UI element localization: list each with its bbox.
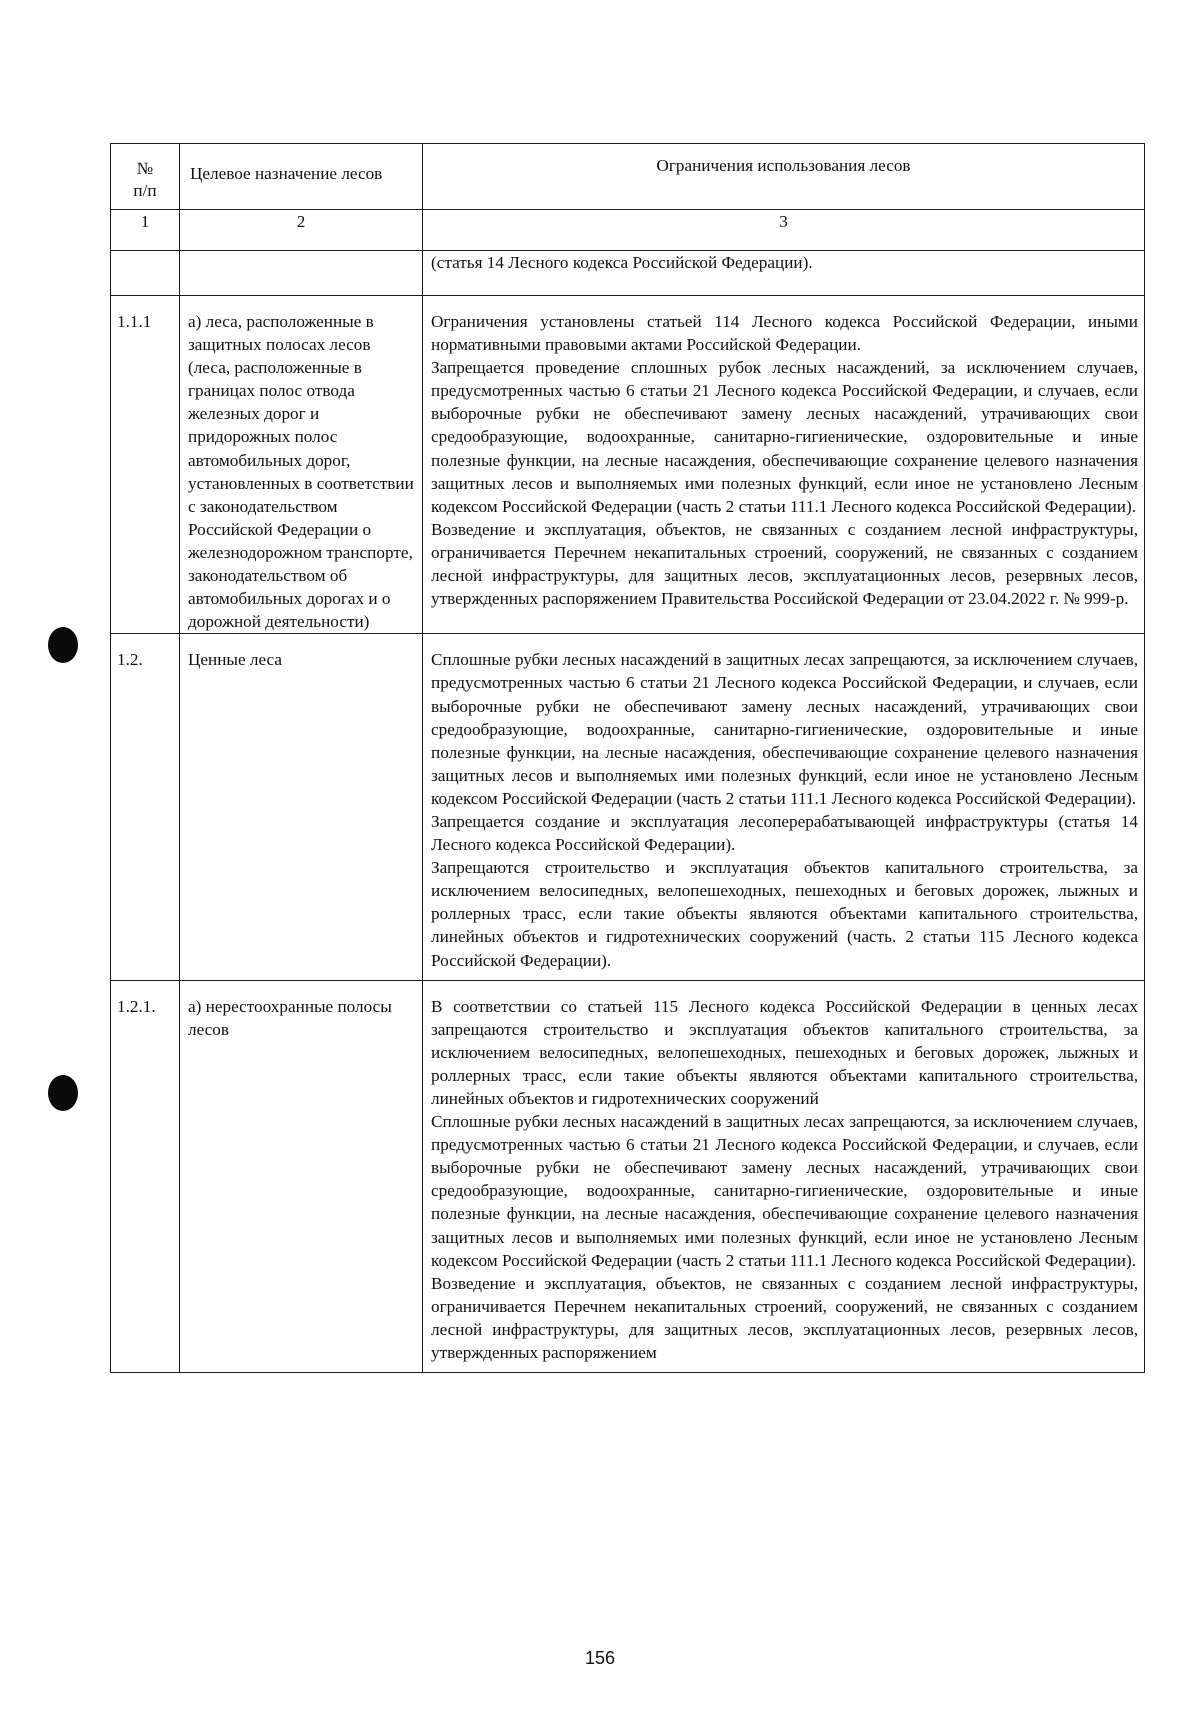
header-restrictions-cell — [423, 144, 1145, 210]
header-number-cell — [111, 144, 180, 210]
restriction-paragraph: Возведение и эксплуатация, объектов, не связанных с созданием лесной инфраструктуры, ограничивается Перечнем некапитальных строений, сооружений, не связанных с созданием лесной инфраструктуры, для защитных лесов, эксплуатационных лесов, резервных лесов, утвержденных распоряжением Правительства Российской Федерации от 23.04.2022 г. № 999-р. — [431, 519, 1138, 609]
restriction-paragraph: Запрещается проведение сплошных рубок лесных насаждений, за исключением случаев, предусмотренных частью 6 статьи 21 Лесного кодекса Российской Федерации, и случаев, если выборочные рубки не обеспечивают замену лесных насаждений, утрачивающих свои средообразующие, водоохранные, санитарно-гигиенические, оздоровительные и иные полезные функции, на лесные насаждения, обеспечивающие сохранение целевого назначения защитных лесов и выполняемых ими полезных функций, если иное не установлено Лесным кодексом Российской Федерации (часть 2 статьи 111.1 Лесного кодекса Российской Федерации). — [431, 358, 1138, 516]
row-restrictions — [423, 296, 1145, 634]
column-index-2: 2 — [180, 210, 423, 251]
page-number: 156 — [584, 1648, 616, 1668]
header-number-label: № п/п — [133, 159, 157, 200]
header-purpose-cell — [180, 144, 423, 210]
restriction-paragraph: Сплошные рубки лесных насаждений в защитных лесах запрещаются, за исключением случаев, предусмотренных частью 6 статьи 21 Лесного кодекса Российской Федерации, и случаев, если выборочные рубки не обеспечивают замену лесных насаждений, утрачивающих свои средообразующие, водоохранные, санитарно-гигиенические, оздоровительные и иные полезные функции, на лесные насаждения, обеспечивающие сохранение целевого назначения защитных лесов и выполняемых ими полезных функций, если иное не установлено Лесным кодексом Российской Федерации (часть 2 статьи 111.1 Лесного кодекса Российской Федерации). — [431, 650, 1138, 808]
row-number: 1.2.1. — [111, 980, 180, 1373]
table-row — [111, 980, 1145, 1373]
row-purpose: Ценные леса — [180, 634, 423, 980]
punch-hole-upper — [48, 627, 78, 663]
restriction-paragraph: Запрещаются строительство и эксплуатация объектов капитального строительства, за исключением велосипедных, велопешеходных, пешеходных и беговых дорожек, лыжных и роллерных трасс, если такие объекты являются объектами капитального строительства, линейных объектов и гидротехнических сооружений (часть. 2 статьи 115 Лесного кодекса Российской Федерации). — [431, 858, 1138, 970]
row-purpose: а) нерестоохранные полосы лесов — [180, 980, 423, 1373]
continuation-number-cell — [111, 251, 180, 296]
column-index-3: 3 — [423, 210, 1145, 251]
restriction-paragraph: Сплошные рубки лесных насаждений в защитных лесах запрещаются, за исключением случаев, предусмотренных частью 6 статьи 21 Лесного кодекса Российской Федерации, и случаев, если выборочные рубки не обеспечивают замену лесных насаждений, утрачивающих свои средообразующие, водоохранные, санитарно-гигиенические, оздоровительные и иные полезные функции, на лесные насаждения, обеспечивающие сохранение целевого назначения защитных лесов и выполняемых ими полезных функций, если иное не установлено Лесным кодексом Российской Федерации (часть 2 статьи 111.1 Лесного кодекса Российской Федерации). — [431, 1112, 1138, 1270]
row-number: 1.2. — [111, 634, 180, 980]
row-restrictions — [423, 980, 1145, 1373]
row-number: 1.1.1 — [111, 296, 180, 634]
restriction-paragraph: В соответствии со статьей 115 Лесного кодекса Российской Федерации в ценных лесах запрещаются строительство и эксплуатация объектов капитального строительства, за исключением велосипедных, велопешеходных, пешеходных и беговых дорожек, лыжных и роллерных трасс, если такие объекты являются объектами капитального строительства, линейных объектов и гидротехнических сооружений — [431, 996, 1138, 1108]
header-purpose-label: Целевое назначение лесов — [190, 164, 383, 183]
header-restrictions-label: Ограничения использования лесов — [656, 156, 911, 175]
punch-hole-lower — [48, 1075, 78, 1111]
continuation-purpose-cell — [180, 251, 423, 296]
table-row — [111, 296, 1145, 634]
table-header-row — [111, 144, 1145, 210]
column-index-row — [111, 210, 1145, 251]
row-purpose: а) леса, расположенные в защитных полосах лесов (леса, расположенные в границах полос отвода железных дорог и придорожных полос автомобильных дорог, установленных в соответствии с законодательством Российской Федерации о железнодорожном транспорте, законодательством об автомобильных дорогах и о дорожной деятельности) — [180, 296, 423, 634]
forest-restrictions-table — [110, 143, 1145, 1373]
continuation-row — [111, 251, 1145, 296]
restriction-paragraph: Возведение и эксплуатация, объектов, не связанных с созданием лесной инфраструктуры, ограничивается Перечнем некапитальных строений, сооружений, не связанных с созданием лесной инфраструктуры, для защитных лесов, эксплуатационных лесов, резервных лесов, утвержденных распоряжением — [431, 1273, 1138, 1363]
restriction-paragraph: Ограничения установлены статьей 114 Лесного кодекса Российской Федерации, иными нормативными правовыми актами Российской Федерации. — [431, 312, 1138, 355]
table-row — [111, 634, 1145, 980]
row-restrictions — [423, 634, 1145, 980]
column-index-1: 1 — [111, 210, 180, 251]
continuation-text: (статья 14 Лесного кодекса Российской Федерации). — [423, 251, 1145, 296]
restriction-paragraph: Запрещается создание и эксплуатация лесоперерабатывающей инфраструктуры (статья 14 Лесного кодекса Российской Федерации). — [431, 811, 1138, 855]
